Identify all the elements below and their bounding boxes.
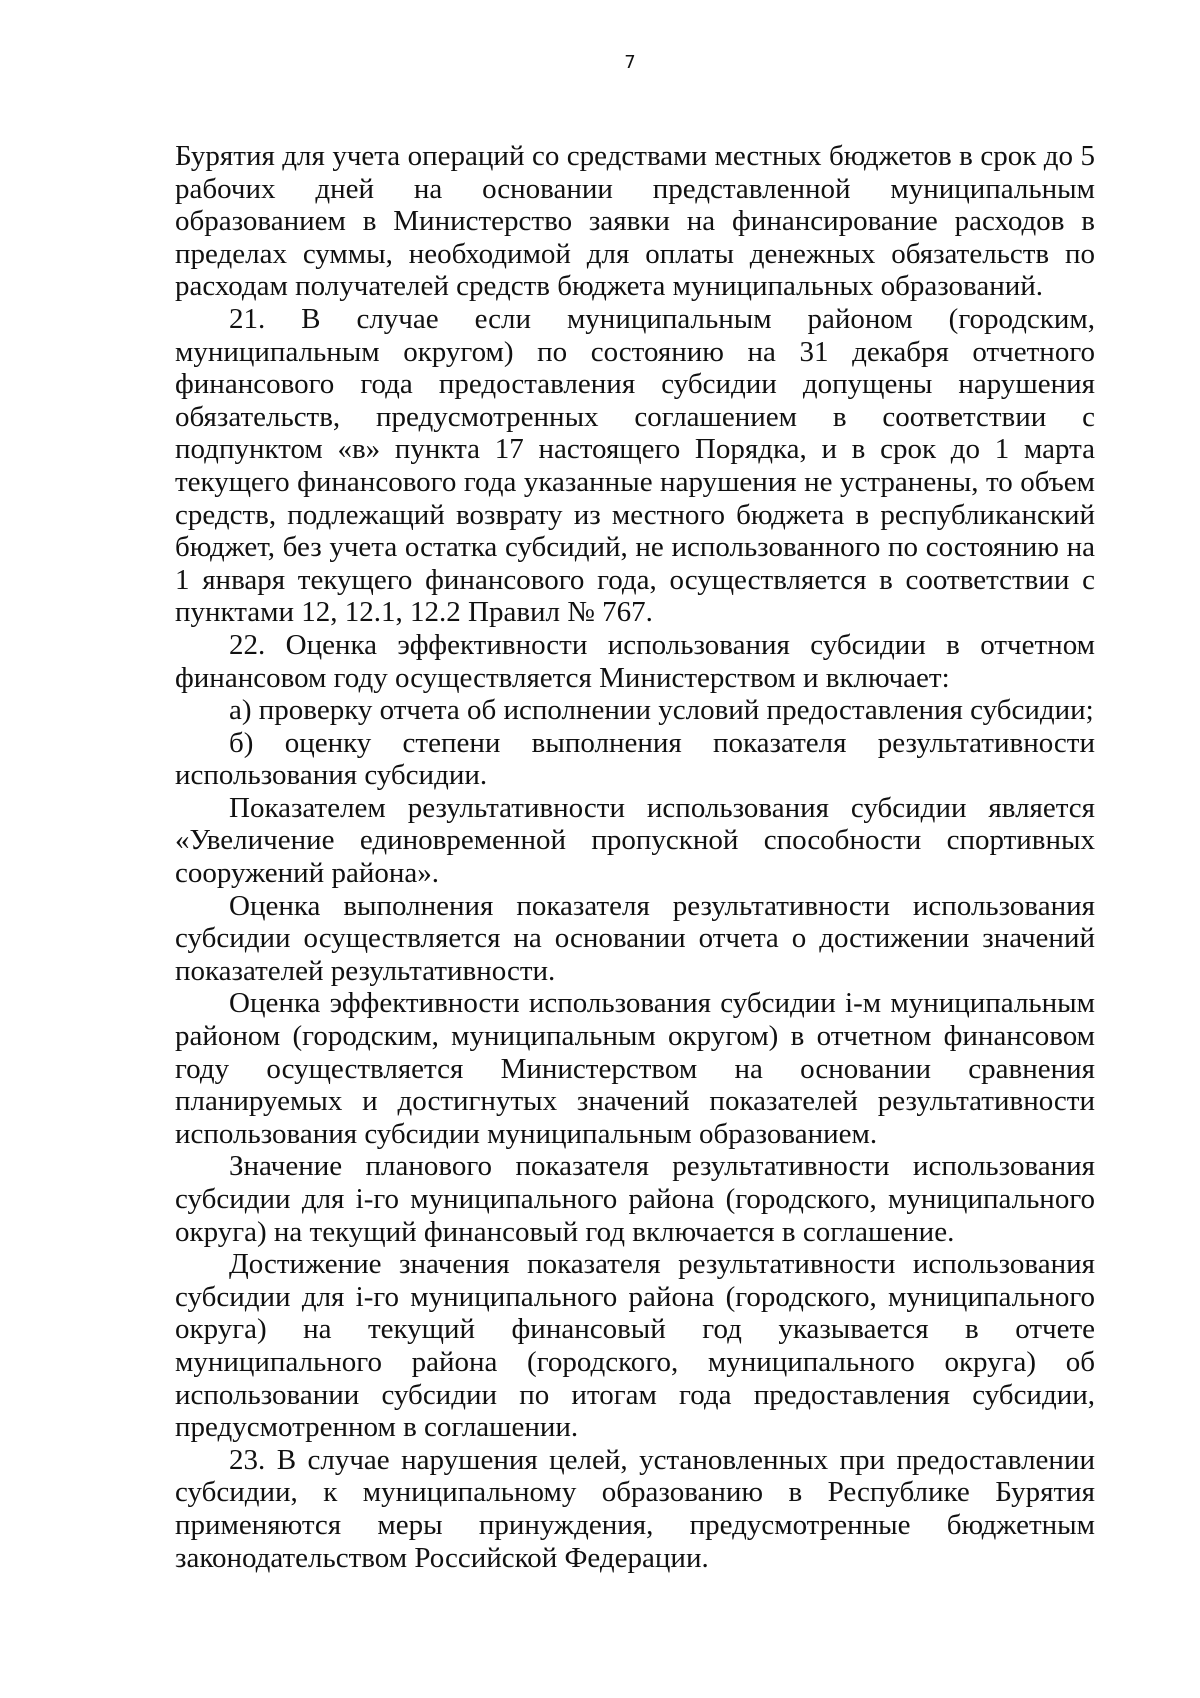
paragraph-21: 21. В случае если муниципальным районом (городским, муниципальным округом) по состоянию на 31 декабря отчетного финансового года предоставления субсидии допущены нарушения обязательств, предусмотренных соглашением в соответствии с подпунктом «в» пункта 17 настоящего Порядка, и в срок до 1 марта текущего финансового года указанные нарушения не устранены, то объем средств, подлежащий возврату из местного бюджета в республиканский бюджет, без учета остатка субсидий, не использованного по состоянию на 1 января текущего финансового года, осуществляется в соответствии с пунктами 12, 12.1, 12.2 Правил № 767. bbox=[175, 302, 1095, 629]
paragraph-22-a: а) проверку отчета об исполнении условий предоставления субсидии; bbox=[229, 694, 1094, 727]
paragraph-evaluation-basis: Оценка выполнения показателя результативности использования субсидии осуществляется на основании отчета о достижении значений показателей результативности. bbox=[175, 889, 1095, 987]
page-number: 7 bbox=[624, 52, 636, 73]
paragraph-indicator: Показателем результативности использования субсидии является «Увеличение единовременной пропускной способности спортивных сооружений района». bbox=[175, 791, 1095, 890]
paragraph-efficiency-evaluation: Оценка эффективности использования субсидии i-м муниципальным районом (городским, муниципальным округом) в отчетном финансовом году осуществляется Министерством на основании сравнения планируемых и достигнутых значений показателей результативности использования субсидии муниципальным образованием. bbox=[175, 987, 1095, 1150]
paragraph-continuation: Бурятия для учета операций со средствами местных бюджетов в срок до 5 рабочих дней на основании представленной муниципальным образованием в Министерство заявки на финансирование расходов в пределах суммы, необходимой для оплаты денежных обязательств по расходам получателей средств бюджета муниципальных образований. bbox=[175, 140, 1095, 303]
paragraph-achieved-value: Достижение значения показателя результативности использования субсидии для i-го муниципального района (городского, муниципального округа) на текущий финансовый год указывается в отчете муниципального района (городского, муниципального округа) об использовании субсидии по итогам года предоставления субсидии, предусмотренном в соглашении. bbox=[175, 1248, 1095, 1444]
paragraph-22-b: б) оценку степени выполнения показателя результативности использования субсидии. bbox=[175, 726, 1095, 792]
document-body bbox=[175, 140, 1095, 1574]
paragraph-23: 23. В случае нарушения целей, установленных при предоставлении субсидии, к муниципальному образованию в Республике Бурятия применяются меры принуждения, предусмотренные бюджетным законодательством Российской Федерации. bbox=[175, 1443, 1095, 1574]
paragraph-planned-value: Значение планового показателя результативности использования субсидии для i-го муниципального района (городского, муниципального округа) на текущий финансовый год включается в соглашение. bbox=[175, 1150, 1095, 1248]
paragraph-22: 22. Оценка эффективности использования субсидии в отчетном финансовом году осуществляется Министерством и включает: bbox=[175, 628, 1095, 694]
